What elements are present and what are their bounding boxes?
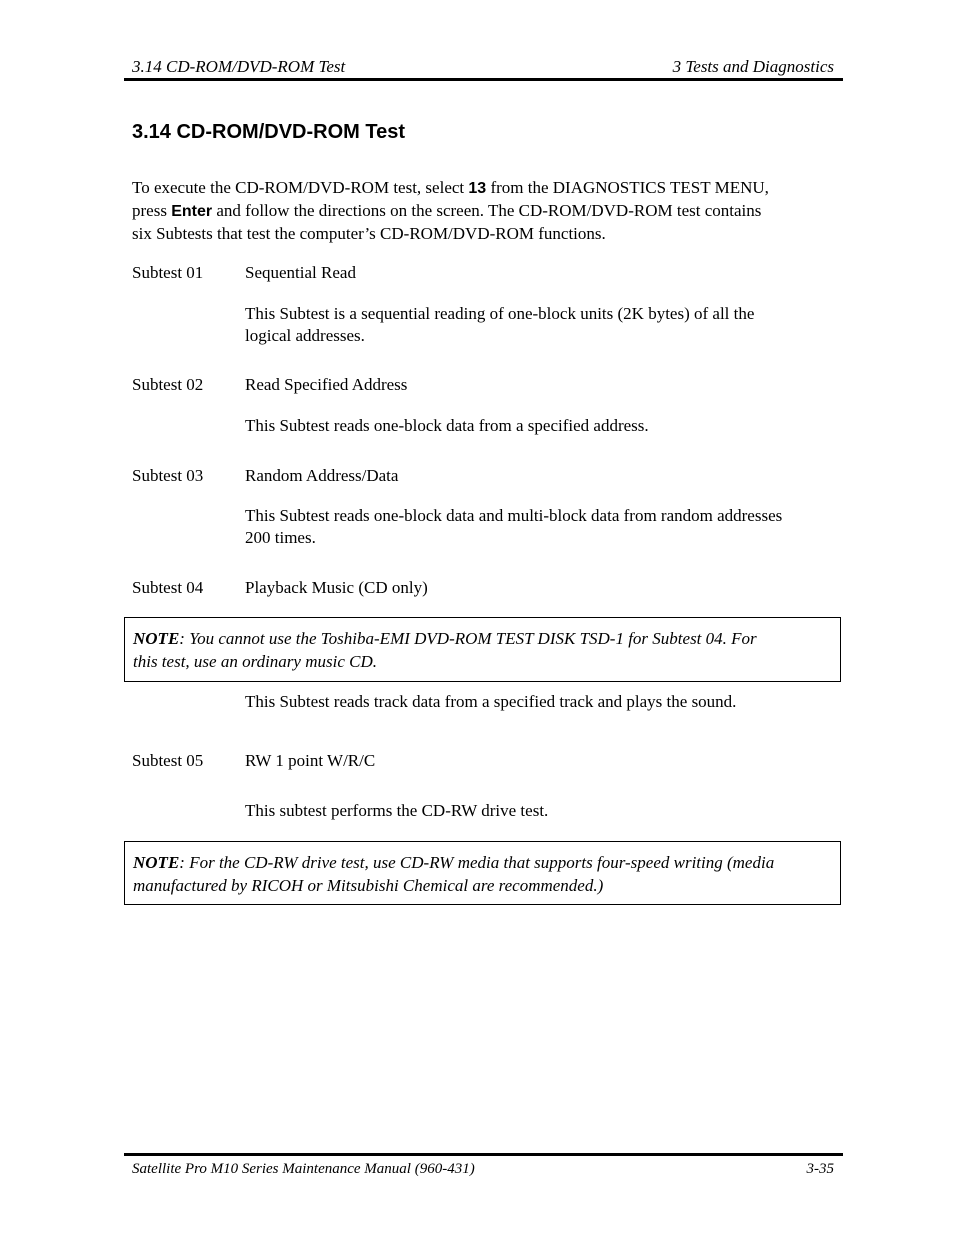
intro-paragraph bbox=[132, 177, 843, 245]
subtest-02-name: Read Specified Address bbox=[245, 375, 408, 394]
subtest-03-description: This Subtest reads one-block data and multi-block data from random addresses 200 times. bbox=[245, 506, 783, 547]
subtest-03-name: Random Address/Data bbox=[245, 466, 399, 485]
subtest-05-name: RW 1 point W/R/C bbox=[245, 751, 376, 770]
subtest-02-label: Subtest 02 bbox=[132, 375, 204, 394]
running-header-right: 3 Tests and Diagnostics bbox=[672, 57, 834, 76]
section-title: 3.14 CD-ROM/DVD-ROM Test bbox=[132, 121, 405, 143]
note-line-1: NOTE: You cannot use the Toshiba-EMI DVD-ROM TEST DISK TSD-1 for Subtest 04. For bbox=[133, 629, 757, 648]
footer-rule bbox=[124, 1153, 843, 1156]
subtest-01-description: This Subtest is a sequential reading of one-block units (2K bytes) of all the logical addresses. bbox=[245, 304, 755, 345]
menu-number: 13 bbox=[468, 180, 487, 197]
enter-key: Enter bbox=[171, 203, 213, 220]
subtest-04-name: Playback Music (CD only) bbox=[245, 578, 428, 597]
intro-line-2: press Enter and follow the directions on the screen. The CD-ROM/DVD-ROM test contains bbox=[132, 201, 762, 220]
subtest-01-label: Subtest 01 bbox=[132, 263, 204, 282]
note-line-1: NOTE: For the CD-RW drive test, use CD-RW media that supports four-speed writing (media bbox=[133, 853, 775, 872]
page-number: 3-35 bbox=[806, 1161, 834, 1177]
note-line-2: manufactured by RICOH or Mitsubishi Chemical are recommended.) bbox=[133, 876, 604, 895]
subtest-02-description: This Subtest reads one-block data from a specified address. bbox=[245, 416, 649, 435]
subtest-04-description: This Subtest reads track data from a specified track and plays the sound. bbox=[245, 692, 737, 711]
note-label: NOTE bbox=[133, 629, 180, 648]
subtest-03-label: Subtest 03 bbox=[132, 466, 204, 485]
subtest-05-description: This subtest performs the CD-RW drive test. bbox=[245, 801, 549, 820]
intro-line-3: six Subtests that test the computer’s CD-ROM/DVD-ROM functions. bbox=[132, 224, 606, 243]
subtest-01-name: Sequential Read bbox=[245, 263, 356, 282]
header-rule bbox=[124, 78, 843, 81]
note-box bbox=[124, 841, 841, 905]
running-header-left: 3.14 CD-ROM/DVD-ROM Test bbox=[132, 57, 346, 76]
note-label: NOTE bbox=[133, 853, 180, 872]
intro-line-1: To execute the CD-ROM/DVD-ROM test, select 13 from the DIAGNOSTICS TEST MENU, bbox=[132, 178, 769, 197]
footer-manual-title: Satellite Pro M10 Series Maintenance Manual (960-431) bbox=[132, 1161, 475, 1177]
subtest-05-label: Subtest 05 bbox=[132, 751, 204, 770]
subtest-04-label: Subtest 04 bbox=[132, 578, 204, 597]
note-line-2: this test, use an ordinary music CD. bbox=[133, 652, 377, 671]
note-box bbox=[124, 617, 841, 682]
